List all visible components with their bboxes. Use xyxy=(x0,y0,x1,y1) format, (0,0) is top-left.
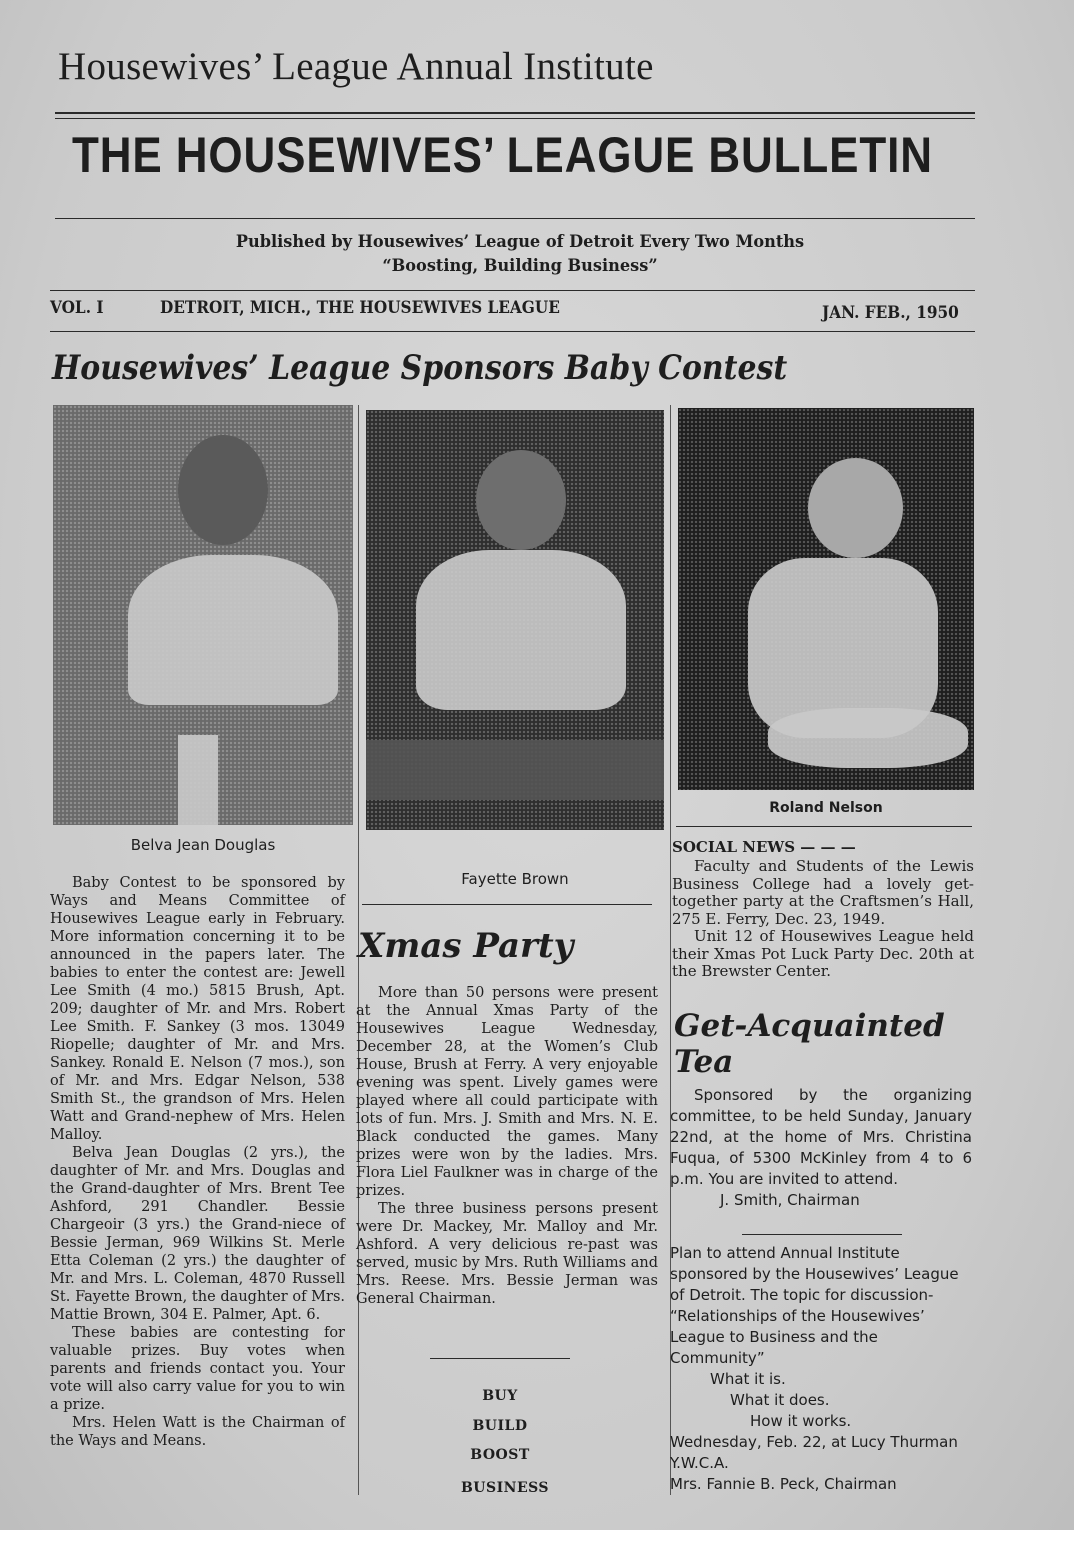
volume: VOL. I xyxy=(50,298,104,318)
paragraph: Mrs. Helen Watt is the Chairman of the Ways and Means. xyxy=(50,1415,345,1449)
rule xyxy=(55,218,975,219)
slogan-boost: BOOST xyxy=(470,1447,530,1463)
institute-point: How it works. xyxy=(750,1412,852,1430)
social-news-article xyxy=(672,858,974,981)
baby-contest-article xyxy=(50,874,345,1450)
motto: “Boosting, Building Business” xyxy=(382,256,658,276)
masthead-title: THE HOUSEWIVES’ LEAGUE BULLETIN xyxy=(72,127,933,183)
paragraph: Unit 12 of Housewives League held their Xmas Pot Luck Party Dec. 20th at the Brewster Center. xyxy=(672,927,974,980)
institute-point: What it is. xyxy=(710,1370,786,1388)
paragraph: The three business persons present were Dr. Mackey, Mr. Malloy and Mr. Ashford. A very delicious re-past was served, music by Mrs. Ruth Williams and Mrs. Reese. Mrs. Bessie Jerman was General Chairman. xyxy=(356,1201,658,1307)
rule xyxy=(742,1234,902,1235)
paragraph: Belva Jean Douglas (2 yrs.), the daughter of Mr. and Mrs. Douglas and the Grand-daughter of Mrs. Brent Tee Ashford, 291 Chandler. Bessie Chargeoir (3 yrs.) the Grand-niece of Bessie Jerman, 969 Wilkins St. Merle Etta Coleman (2 yrs.) the daughter of Mr. and Mrs. L. Coleman, 4870 Russell St. Fayette Brown, the daughter of Mrs. Mattie Brown, 304 E. Palmer, Apt. 6. xyxy=(50,1145,345,1323)
slogan-buy: BUY xyxy=(482,1388,518,1404)
torn-edge xyxy=(0,1530,1074,1553)
paragraph: Faculty and Students of the Lewis Business College had a lovely get-together party at the Craftsmen’s Hall, 275 E. Ferry, Dec. 23, 1949. xyxy=(672,857,974,928)
paragraph: More than 50 persons were present at the Annual Xmas Party of the Housewives League Wednesday, December 28, at the Women’s Club House, Brush at Ferry. A very enjoyable evening was spent. Lively games were played where all could participate with lots of fun. Mrs. J. Smith and Mrs. N. E. Black conducted the games. Many prizes were won by the ladies. Mrs. Flora Liel Faulkner was in charge of the prizes. xyxy=(356,985,658,1199)
paragraph: Plan to attend Annual Institute sponsored by the Housewives’ League of Detroit. The topic for discussion- “Relationships of the Housewives’ League to Business and the Community” xyxy=(670,1244,959,1367)
paragraph: Sponsored by the organizing committee, to be held Sunday, January 22nd, at the home of Mrs. Christina Fuqua, of 5300 McKinley from 4 to 6 p.m. You are invited to attend. xyxy=(670,1086,972,1188)
rule xyxy=(50,290,975,291)
photo-caption: Belva Jean Douglas xyxy=(130,836,276,854)
photo-roland-nelson xyxy=(678,408,974,790)
xmas-party-article xyxy=(356,984,658,1308)
institute-article xyxy=(670,1243,972,1495)
slogan-business: BUSINESS xyxy=(460,1480,550,1496)
tea-signature: J. Smith, Chairman xyxy=(720,1191,860,1209)
institute-chair: Mrs. Fannie B. Peck, Chairman xyxy=(670,1475,897,1493)
dateline-place: DETROIT, MICH., THE HOUSEWIVES LEAGUE xyxy=(160,298,560,318)
publication-info xyxy=(121,230,919,278)
headline: Housewives’ League Sponsors Baby Contest xyxy=(52,348,788,388)
tea-heading: Get-Acquainted Tea xyxy=(674,1008,945,1080)
rule xyxy=(50,331,975,332)
rule xyxy=(430,1358,570,1359)
photo-caption: Roland Nelson xyxy=(769,800,883,816)
paragraph: These babies are contesting for valuable prizes. Buy votes when parents and friends contact you. Your vote will also carry value for you to win a prize. xyxy=(50,1325,345,1413)
photo-belva-jean-douglas xyxy=(53,405,353,825)
rule xyxy=(676,826,972,827)
issue-date: JAN. FEB., 1950 xyxy=(822,303,959,323)
photo-caption: Fayette Brown xyxy=(461,870,569,888)
slogan-build: BUILD xyxy=(472,1418,528,1434)
social-news-heading: SOCIAL NEWS — — — xyxy=(672,838,856,856)
institute-point: What it does. xyxy=(730,1391,830,1409)
tea-article xyxy=(670,1085,972,1211)
xmas-party-heading: Xmas Party xyxy=(358,926,574,966)
rule xyxy=(55,112,975,114)
rule xyxy=(362,904,652,905)
paragraph: Baby Contest to be sponsored by Ways and Means Committee of Housewives League early in February. More information concerning it to be announced in the papers later. The babies to enter the contest are: Jewell Lee Smith (4 mo.) 5815 Brush, Apt. 209; daughter of Mr. and Mrs. Robert Lee Smith. F. Sankey (3 mos. 13049 Riopelle; daughter of Mr. and Mrs. Sankey. Ronald E. Nelson (7 mos.), son of Mr. and Mrs. Edgar Nelson, 538 Smith St., the grandson of Mrs. Helen Watt and Grand-nephew of Mrs. Helen Malloy. xyxy=(50,875,345,1143)
masthead-kicker: Housewives’ League Annual Institute xyxy=(58,45,654,88)
photo-fayette-brown xyxy=(366,410,664,830)
institute-when: Wednesday, Feb. 22, at Lucy Thurman Y.W.C.A. xyxy=(670,1433,958,1472)
published-by: Published by Housewives’ League of Detroit Every Two Months xyxy=(235,232,805,252)
rule xyxy=(55,118,975,119)
